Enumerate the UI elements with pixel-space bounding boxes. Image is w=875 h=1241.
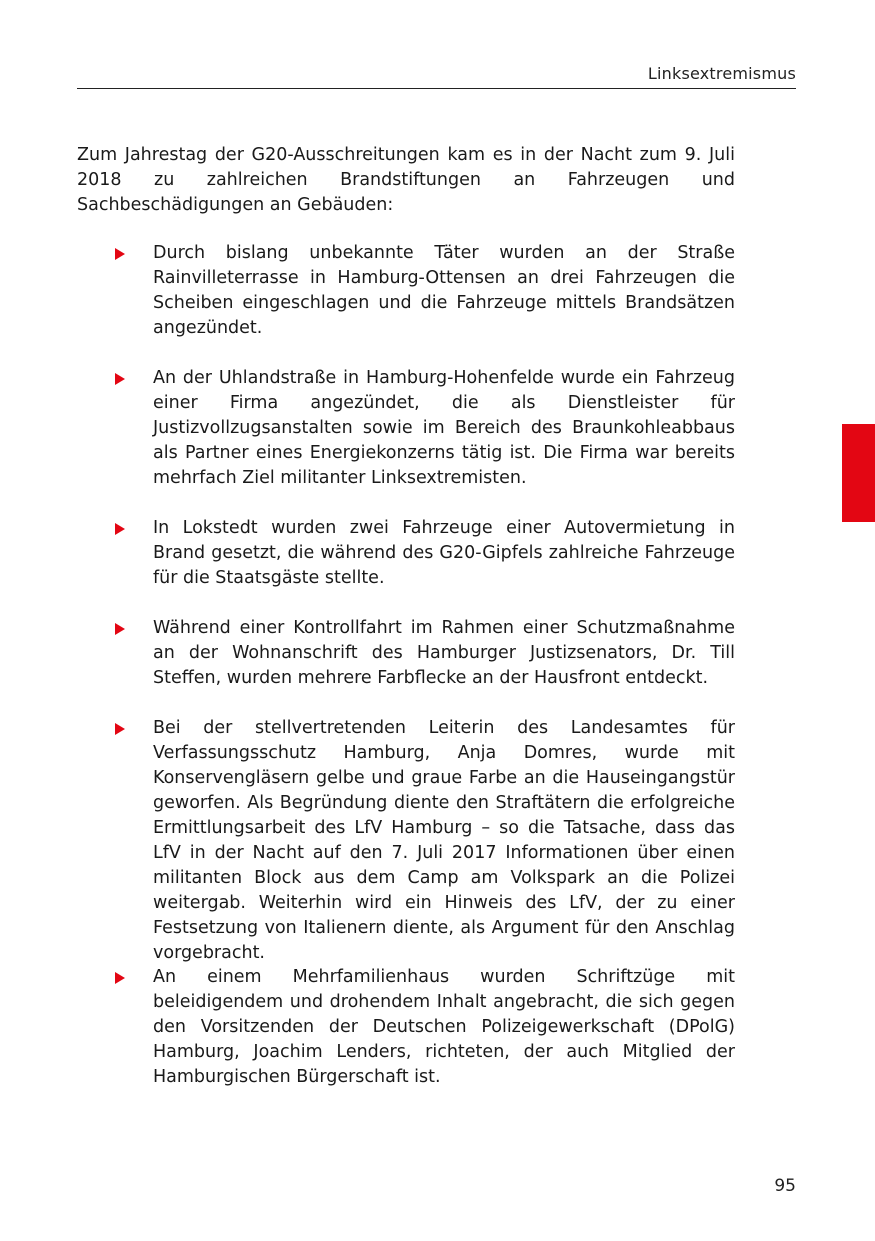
list-item <box>153 516 735 591</box>
triangle-bullet-icon <box>115 723 125 735</box>
list-item-text: Während einer Kontrollfahrt im Rahmen einer Schutzmaßnahme an der Wohnanschrift des Hamburger Justizsenators, Dr. Till Steffen, wurden mehrere Farbflecke an der Hausfront entdeckt. <box>153 618 735 688</box>
running-header: Linksextremismus <box>647 64 796 83</box>
list-item-text: Durch bislang unbekannte Täter wurden an der Straße Rainvilleterrasse in Hamburg-Ottensen an drei Fahrzeugen die Scheiben eingeschlagen und die Fahrzeuge mittels Brandsätzen angezündet. <box>153 243 735 338</box>
list-item-text: Bei der stellvertretenden Leiterin des Landesamtes für Verfassungsschutz Hamburg, Anja Domres, wurde mit Konservengläsern gelbe und graue Farbe an die Hauseingangstür geworfen. Als Begründung diente den Straftätern die erfolgreiche Ermittlungsarbeit des LfV Hamburg – so die Tatsache, dass das LfV in der Nacht auf den 7. Juli 2017 Informationen über einen militanten Block aus dem Camp am Volkspark an die Polizei weitergab. Weiterhin wird ein Hinweis des LfV, der zu einer Festsetzung von Italienern diente, als Argument für den Anschlag vorgebracht. <box>153 718 735 963</box>
list-item <box>153 616 735 691</box>
list-item <box>153 241 735 341</box>
intro-paragraph: Zum Jahrestag der G20-Ausschreitungen kam es in der Nacht zum 9. Juli 2018 zu zahlreichen Brandstiftungen an Fahrzeugen und Sachbeschädigungen an Gebäuden: <box>77 145 735 215</box>
triangle-bullet-icon <box>115 523 125 535</box>
triangle-bullet-icon <box>115 623 125 635</box>
triangle-bullet-icon <box>115 972 125 984</box>
list-item-text: An einem Mehrfamilienhaus wurden Schriftzüge mit beleidigendem und drohendem Inhalt angebracht, die sich gegen den Vorsitzenden der Deutschen Polizeigewerkschaft (DPolG) Hamburg, Joachim Lenders, richteten, der auch Mitglied der Hamburgischen Bürgerschaft ist. <box>153 967 735 1087</box>
list-item <box>153 366 735 491</box>
list-item-text: In Lokstedt wurden zwei Fahrzeuge einer Autovermietung in Brand gesetzt, die während des G20-Gipfels zahlreiche Fahrzeuge für die Staatsgäste stellte. <box>153 518 735 588</box>
list-item <box>153 965 735 1090</box>
list-item-text: An der Uhlandstraße in Hamburg-Hohenfelde wurde ein Fahrzeug einer Firma angezündet, die als Dienstleister für Justizvollzugsanstalten sowie im Bereich des Braunkohleabbaus als Partner eines Energiekonzerns tätig ist. Die Firma war bereits mehrfach Ziel militanter Linksextremisten. <box>153 368 735 488</box>
header-rule <box>77 88 796 89</box>
chapter-tab-marker <box>842 424 875 522</box>
triangle-bullet-icon <box>115 248 125 260</box>
list-item <box>153 716 735 966</box>
triangle-bullet-icon <box>115 373 125 385</box>
page-number: 95 <box>774 1176 796 1196</box>
